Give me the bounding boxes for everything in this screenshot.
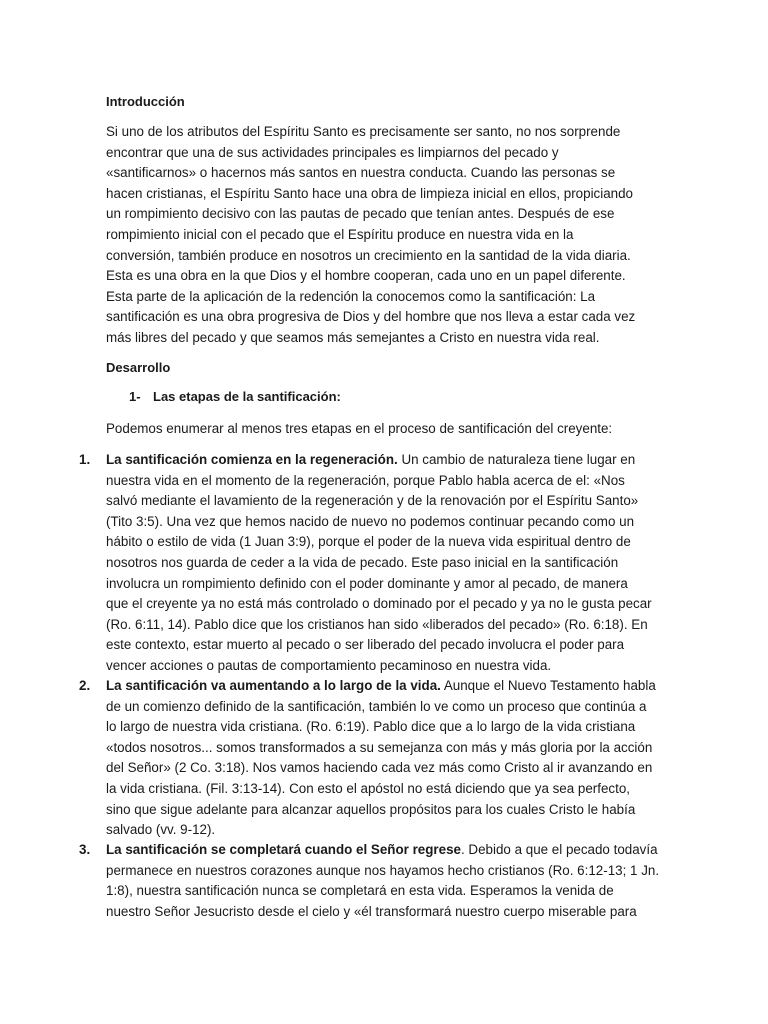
subsection-title: Las etapas de la santificación: [153, 389, 341, 404]
section-heading-desarrollo: Desarrollo [106, 360, 171, 375]
list-item-line: lo largo de nuestra vida cristiana. (Ro. 6:19). Pablo dice que a lo largo de la vida cristiana [106, 719, 636, 735]
subsection-number: 1- [129, 389, 141, 404]
list-item-line: vencer acciones o pautas de comportamiento pecaminoso en nuestra vida. [106, 657, 552, 673]
list-item-line: del Señor» (2 Co. 3:18). Nos vamos haciendo cada vez más como Cristo al ir avanzando en [106, 760, 653, 776]
intro-paragraph [106, 122, 666, 349]
list-item-first-line [106, 450, 666, 471]
list-item-line: nosotros nos guarda de ceder a la vida de pecado. Este paso inicial en la santificación [106, 554, 619, 570]
list-item-line: la vida cristiana. (Fil. 3:13-14). Con esto el apóstol no está diciendo que ya sea perfecto, [106, 780, 631, 796]
list-item-line: este contexto, estar muerto al pecado o ser liberado del pecado involucra el poder para [106, 637, 625, 653]
list-item-lead: La santificación se completará cuando el Señor regrese [106, 842, 461, 857]
list-item-line: nuestra vida en el momento de la regeneración, porque Pablo habla acerca de el: «Nos [106, 472, 625, 488]
list-item-body [106, 840, 666, 922]
list-marker: 3. [79, 842, 91, 857]
list-item-line: salvado (vv. 9-12). [106, 822, 216, 838]
list-item-line: de un comienzo definido de la santificación, también lo ve como un proceso que continúa a [106, 698, 647, 714]
list-item-first-rest: Aunque el Nuevo Testamento habla [440, 678, 656, 693]
section-heading-introduccion: Introducción [106, 94, 185, 109]
list-item-first-rest: . Debido a que el pecado todavía [460, 842, 658, 857]
paragraph-line: conversión, también produce en nosotros un crecimiento en la santidad de la vida diaria. [106, 247, 631, 263]
subsection-heading [129, 387, 341, 407]
list-item-line: «todos nosotros... somos transformados a su semejanza con más y más gloria por la acción [106, 739, 653, 755]
list-item-lead: La santificación va aumentando a lo largo de la vida. [106, 678, 441, 693]
list-item-lead: La santificación comienza en la regeneración. [106, 452, 398, 467]
list-item-body [106, 676, 666, 841]
list-item-first-line [106, 676, 666, 697]
paragraph-line: encontrar que una de sus actividades principales es limpiarnos del pecado y [106, 144, 559, 160]
list-item-line: (Ro. 6:11, 14). Pablo dice que los cristianos han sido «liberados del pecado» (Ro. 6:18). En [106, 616, 648, 632]
list-item-line: (Tito 3:5). Una vez que hemos nacido de nuevo no podemos continuar pecando como un [106, 513, 635, 529]
list-item-line: permanece en nuestros corazones aunque nos hayamos hecho cristianos (Ro. 6:12-13; 1 Jn. [106, 862, 660, 878]
desarrollo-intro [106, 419, 666, 440]
paragraph-line: un rompimiento decisivo con las pautas de pecado que tenían antes. Después de ese [106, 206, 615, 222]
list-item-line: sino que sigue adelante para alcanzar aquellos propósitos para los cuales Cristo le había [106, 801, 636, 817]
paragraph-line: Si uno de los atributos del Espíritu Santo es precisamente ser santo, no nos sorprende [106, 124, 621, 139]
list-item-line: que el creyente ya no está más controlado o dominado por el pecado y ya no le gusta pecar [106, 596, 652, 612]
paragraph-line: Esta parte de la aplicación de la redención la conocemos como la santificación: La [106, 288, 596, 304]
list-item-body [106, 450, 666, 677]
paragraph-line: Esta es una obra en la que Dios y el hombre cooperan, cada uno en un papel diferente. [106, 268, 626, 284]
paragraph-line: rompimiento inicial con el pecado que el Espíritu produce en nuestra vida en la [106, 226, 574, 242]
paragraph-line: santificación es una obra progresiva de Dios y del hombre que nos lleva a estar cada vez [106, 309, 636, 325]
paragraph-line: más libres del pecado y que seamos más semejantes a Cristo en nuestra vida real. [106, 329, 600, 345]
paragraph-line: hacen cristianas, el Espíritu Santo hace una obra de limpieza inicial en ellos, propiciando [106, 185, 634, 201]
list-item-line: involucra un rompimiento definido con el poder dominante y amor al pecado, de manera [106, 575, 628, 591]
list-item-line: 1:8), nuestra santificación nunca se completará en esta vida. Esperamos la venida de [106, 883, 614, 899]
list-item-first-rest: Un cambio de naturaleza tiene lugar en [397, 452, 636, 467]
list-item-first-line [106, 840, 666, 861]
list-marker: 2. [79, 678, 91, 693]
list-item-line: hábito o estilo de vida (1 Juan 3:9), porque el poder de la nueva vida espiritual dentro de [106, 534, 631, 550]
paragraph-line: «santificarnos» o hacernos más santos en nuestra conducta. Cuando las personas se [106, 165, 616, 181]
list-item-line: salvó mediante el lavamiento de la regeneración y de la renovación por el Espíritu Santo» [106, 493, 639, 509]
list-marker: 1. [79, 452, 91, 467]
list-item-line: nuestro Señor Jesucristo desde el cielo y «él transformará nuestro cuerpo miserable para [106, 903, 637, 919]
paragraph-line: Podemos enumerar al menos tres etapas en el proceso de santificación del creyente: [106, 421, 613, 436]
